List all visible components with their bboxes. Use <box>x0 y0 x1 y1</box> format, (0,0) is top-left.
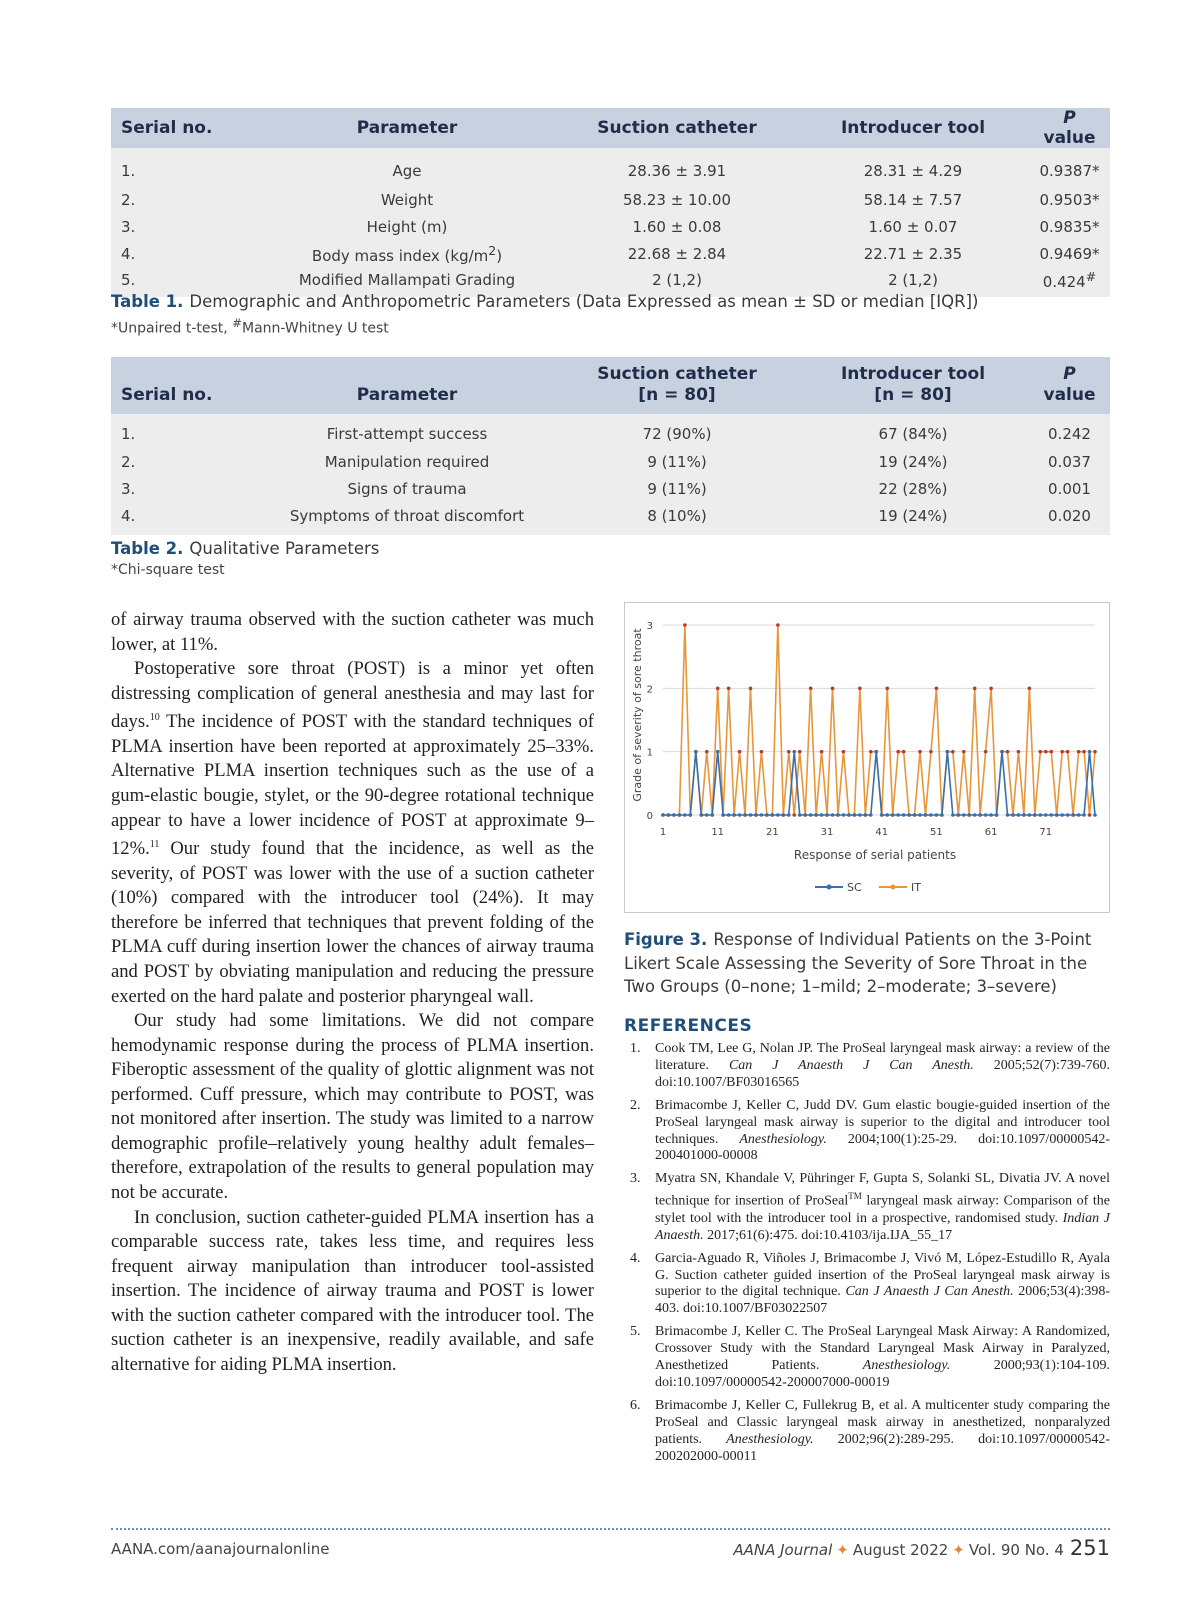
chart-x-tick-label: 11 <box>711 827 725 838</box>
page-number: 251 <box>1069 1536 1110 1560</box>
chart-point-sc <box>918 813 922 817</box>
reference-rest: 2000;93(1):104-109. doi:10.1097/00000542-200007000-00019 <box>655 1358 1110 1390</box>
table-1-header-row <box>111 108 1110 148</box>
chart-point-sc <box>907 813 911 817</box>
chart-x-tick-label: 31 <box>820 827 834 838</box>
reference-item <box>630 1251 1110 1319</box>
chart-point-it <box>918 750 922 754</box>
chart-y-ticks <box>647 621 653 822</box>
chart-point-sc <box>885 813 889 817</box>
chart-point-it <box>738 750 742 754</box>
chart-legend-label: SC <box>847 881 862 894</box>
chart-point-sc <box>683 813 687 817</box>
table-1-caption-text: Demographic and Anthropometric Parameters (Data Expressed as mean ± SD or median [IQR]) <box>189 292 979 311</box>
table-1-caption <box>111 292 978 311</box>
p-letter: P <box>1063 364 1076 384</box>
chart-point-sc <box>678 813 682 817</box>
chart-point-sc <box>891 813 895 817</box>
table-2-header-introducer <box>797 357 1029 414</box>
chart-point-it <box>962 750 966 754</box>
table-2-caption-text: Qualitative Parameters <box>189 539 380 558</box>
chart-point-sc <box>1077 813 1081 817</box>
table-row <box>111 475 1110 502</box>
table-1 <box>111 108 1110 297</box>
table-cell: 28.36 ± 3.91 <box>557 148 797 186</box>
table-cell: 3. <box>111 213 257 240</box>
chart-point-it <box>973 687 977 691</box>
table-cell: 2. <box>111 448 257 475</box>
chart-point-sc <box>787 813 791 817</box>
chart-x-tick-label: 1 <box>659 827 667 838</box>
chart-point-it <box>885 687 889 691</box>
chart-x-axis-label: Response of serial patients <box>793 848 957 862</box>
chart-point-sc <box>749 813 753 817</box>
table-2-header-parameter: Parameter <box>257 357 557 414</box>
chart-point-it <box>705 750 709 754</box>
chart-point-it <box>787 750 791 754</box>
references-list <box>630 1041 1110 1472</box>
chart-point-it <box>1006 750 1010 754</box>
chart-point-it <box>683 623 687 627</box>
introducer-header-line-1: Introducer tool <box>840 364 986 384</box>
chart-point-sc <box>1033 813 1037 817</box>
table-2-header-serial: Serial no. <box>111 357 257 414</box>
chart-point-it <box>989 687 993 691</box>
chart-point-sc <box>699 813 703 817</box>
reference-number: 3. <box>630 1171 641 1187</box>
chart-point-sc <box>689 813 693 817</box>
reference-journal: Anesthesiology. <box>726 1431 814 1447</box>
hash-superscript: # <box>1085 269 1097 284</box>
table-cell: 2 (1,2) <box>797 267 1029 297</box>
footnote-hash: # <box>232 316 242 330</box>
chart-point-sc <box>940 813 944 817</box>
chart-point-sc <box>847 813 851 817</box>
reference-tm: TM <box>848 1191 862 1202</box>
chart-point-sc <box>858 813 862 817</box>
table-row <box>111 414 1110 448</box>
table-cell: 1.60 ± 0.07 <box>797 213 1029 240</box>
table-cell: 72 (90%) <box>557 414 797 448</box>
table-cell: 9 (11%) <box>557 448 797 475</box>
chart-point-sc <box>765 813 769 817</box>
chart-point-sc <box>738 813 742 817</box>
chart-point-it <box>984 750 988 754</box>
table-cell <box>257 240 557 267</box>
chart-y-tick-label: 2 <box>646 684 653 696</box>
table-row <box>111 186 1110 213</box>
table-cell: 22.68 ± 2.84 <box>557 240 797 267</box>
chart-point-sc <box>1028 813 1032 817</box>
table-cell: 4. <box>111 240 257 267</box>
table-row <box>111 448 1110 475</box>
chart-point-sc <box>1022 813 1026 817</box>
reference-item <box>630 1098 1110 1166</box>
chart-point-sc <box>809 813 813 817</box>
chart-point-sc <box>667 813 671 817</box>
footer-journal-name: AANA Journal <box>733 1541 833 1559</box>
table-cell: 8 (10%) <box>557 502 797 535</box>
sore-throat-line-chart <box>625 603 1109 912</box>
table-cell: First-attempt success <box>257 414 557 448</box>
diamond-icon: ✦ <box>952 1541 965 1559</box>
chart-point-it <box>820 750 824 754</box>
references-heading: REFERENCES <box>624 1016 753 1036</box>
table-cell: 19 (24%) <box>797 502 1029 535</box>
chart-point-sc <box>672 813 676 817</box>
table-row <box>111 148 1110 186</box>
table-2 <box>111 357 1110 535</box>
table-2-caption-label: Table 2. <box>111 539 184 558</box>
introducer-header-line-2: [n = 80] <box>874 385 952 405</box>
chart-y-axis-label: Grade of severity of sore throat <box>631 628 644 802</box>
p2-part-b: The incidence of POST with the standard techniques of PLMA insertion have been reported at approximately 25–33%. Alternative PLMA insertion techniques such as the use of a gum-elastic bougie, stylet, or the 90-degree rotational technique appear to have a lower incidence of POST at approximate 9–12%. <box>111 711 594 860</box>
chart-point-it <box>869 750 873 754</box>
figure-3-caption <box>624 928 1104 999</box>
reference-rest: 2004;100(1):25-29. doi:10.1097/00000542-200401000-00008 <box>655 1131 1110 1164</box>
chart-point-sc <box>1049 813 1053 817</box>
chart-point-sc <box>732 813 736 817</box>
reference-text: Brimacombe J, Keller C, Judd DV. Gum elastic bougie-guided insertion of the ProSeal laryngeal mask airway is superior to the digital and introducer tool techniques. <box>655 1097 1110 1147</box>
reference-journal: Can J Anaesth J Can Anesth. <box>728 1057 974 1073</box>
chart-point-sc <box>896 813 900 817</box>
chart-point-it <box>1088 813 1092 817</box>
diamond-icon: ✦ <box>836 1541 849 1559</box>
reference-text: Brimacombe J, Keller C. The ProSeal Laryngeal Mask Airway: A Randomized, Crossover Study with the Standard Laryngeal Mask Airway in Paralyzed, Anesthetized Patients. <box>655 1324 1110 1374</box>
chart-point-sc <box>1000 750 1004 754</box>
table-cell: Symptoms of throat discomfort <box>257 502 557 535</box>
table-cell: 0.037 <box>1029 448 1110 475</box>
table-1-header-pvalue <box>1029 108 1110 148</box>
chart-x-tick-label: 61 <box>984 827 998 838</box>
chart-point-sc <box>984 813 988 817</box>
chart-y-tick-label: 0 <box>646 811 653 822</box>
table-2-caption <box>111 539 379 558</box>
chart-point-sc <box>1006 813 1010 817</box>
reference-journal: Anesthesiology. <box>862 1358 951 1374</box>
chart-point-sc <box>853 813 857 817</box>
chart-point-sc <box>951 813 955 817</box>
table-2-header-suction <box>557 357 797 414</box>
chart-x-tick-label: 51 <box>930 827 943 838</box>
chart-point-sc <box>929 813 933 817</box>
chart-x-tick-label: 41 <box>875 827 889 838</box>
chart-point-it <box>1039 750 1043 754</box>
chart-point-sc <box>754 813 758 817</box>
table-cell: 5. <box>111 267 257 297</box>
value-word: value <box>1043 385 1096 405</box>
suction-header-line-1: Suction catheter <box>597 364 757 384</box>
table-cell: 0.020 <box>1029 502 1110 535</box>
chart-point-sc <box>874 750 878 754</box>
table-cell: 58.23 ± 10.00 <box>557 186 797 213</box>
chart-point-sc <box>1082 813 1086 817</box>
chart-point-sc <box>869 813 873 817</box>
table-cell: 0.9387* <box>1029 148 1110 186</box>
chart-x-ticks <box>660 827 1052 838</box>
table-cell: Signs of trauma <box>257 475 557 502</box>
table-cell: Weight <box>257 186 557 213</box>
chart-point-sc <box>820 813 824 817</box>
table-1-header-serial: Serial no. <box>111 108 257 148</box>
table-cell: Height (m) <box>257 213 557 240</box>
chart-point-sc <box>710 813 714 817</box>
table-2-footnote: *Chi-square test <box>111 562 225 578</box>
chart-point-sc <box>1011 813 1015 817</box>
table-cell: 2 (1,2) <box>557 267 797 297</box>
footer-url: AANA.com/aanajournalonline <box>111 1540 330 1558</box>
table-1-header-suction: Suction catheter <box>557 108 797 148</box>
reference-journal: Anesthesiology. <box>739 1131 827 1147</box>
reference-text: Myatra SN, Khandale V, Pühringer F, Gupta S, Solanki SL, Divatia JV. A novel technique for insertion of ProSeal <box>655 1171 1110 1209</box>
chart-point-sc <box>727 813 731 817</box>
reference-number: 4. <box>630 1250 641 1266</box>
figure-3-caption-label: Figure 3. <box>624 930 708 949</box>
table-2-header-row <box>111 357 1110 414</box>
footer-divider <box>111 1528 1110 1530</box>
chart-point-sc <box>798 813 802 817</box>
table-cell: 58.14 ± 7.57 <box>797 186 1029 213</box>
chart-point-it <box>1028 687 1032 691</box>
table-cell: 1. <box>111 414 257 448</box>
chart-point-sc <box>1088 750 1092 754</box>
reference-item <box>630 1398 1110 1466</box>
table-cell: 1. <box>111 148 257 186</box>
reference-rest: 2006;53(4):398-403. doi:10.1007/BF03022507 <box>655 1284 1110 1317</box>
table-cell: 9 (11%) <box>557 475 797 502</box>
chart-point-it <box>1082 750 1086 754</box>
chart-point-it <box>716 687 720 691</box>
chart-point-it <box>902 750 906 754</box>
table-cell: Age <box>257 148 557 186</box>
chart-legend-marker <box>891 885 896 890</box>
table-cell: 0.9503* <box>1029 186 1110 213</box>
chart-point-sc <box>1055 813 1059 817</box>
chart-point-sc <box>995 813 999 817</box>
chart-point-sc <box>962 813 966 817</box>
table-cell: 3. <box>111 475 257 502</box>
reference-item <box>630 1324 1110 1392</box>
reference-number: 2. <box>630 1097 641 1113</box>
table-2-header-pvalue <box>1029 357 1110 414</box>
chart-point-sc <box>902 813 906 817</box>
chart-point-it <box>842 750 846 754</box>
table-cell: 0.242 <box>1029 414 1110 448</box>
reference-number: 5. <box>630 1324 641 1340</box>
chart-point-it <box>727 687 731 691</box>
chart-point-sc <box>825 813 829 817</box>
chart-point-it <box>809 687 813 691</box>
chart-point-it <box>798 750 802 754</box>
reference-text: Brimacombe J, Keller C, Fullekrug B, et al. A multicenter study comparing the ProSeal and Classic laryngeal mask airway in anesthetized, nonparalyzed patients. <box>655 1397 1110 1447</box>
chart-point-sc <box>956 813 960 817</box>
body-paragraph-3: Our study had some limitations. We did not compare hemodynamic response during the process of PLMA insertion. Fiberoptic assessment of the quality of glottic alignment was not performed. Cuff pressure, which may contribute to POST, was not monitored after insertion. The study was limited to a narrow demographic profile–relatively young healthy adult females–therefore, extrapolation of the results to general population may not be accurate. <box>111 1010 594 1203</box>
chart-point-it <box>1066 750 1070 754</box>
p2-part-c: Our study found that the incidence, as well as the severity, of POST was lower with the use of a suction catheter (10%) compared with the introducer tool (24%). It may therefore be inferred that techniques that prevent folding of the PLMA cuff during insertion lower the chances of airway trauma and POST by obviating manipulation and reducing the pressure exerted on the hard palate and posterior pharyngeal wall. <box>111 838 594 1007</box>
chart-x-tick-label: 21 <box>765 827 779 838</box>
chart-point-sc <box>694 750 698 754</box>
pvalue-text: 0.424 <box>1042 273 1086 291</box>
table-cell: Modified Mallampati Grading <box>257 267 557 297</box>
table-row <box>111 213 1110 240</box>
table-cell: 28.31 ± 4.29 <box>797 148 1029 186</box>
reference-rest: 2017;61(6):475. doi:10.4103/ija.IJA_55_17 <box>703 1227 953 1243</box>
chart-point-it <box>749 687 753 691</box>
chart-y-tick-label: 1 <box>646 747 653 759</box>
table-1-footnote <box>111 316 389 337</box>
chart-y-tick-label: 3 <box>646 621 653 632</box>
table-cell: 0.9469* <box>1029 240 1110 267</box>
reference-rest: 2002;96(2):289-295. doi:10.1097/00000542-200202000-00011 <box>655 1431 1110 1464</box>
footer-journal-info <box>733 1536 1110 1560</box>
p-letter: P <box>1063 108 1076 128</box>
bmi-superscript: 2 <box>488 242 497 258</box>
chart-point-it <box>1044 750 1048 754</box>
chart-point-sc <box>743 813 747 817</box>
chart-point-sc <box>716 750 720 754</box>
suction-header-line-2: [n = 80] <box>638 385 716 405</box>
chart-point-it <box>929 750 933 754</box>
chart-point-it <box>951 750 955 754</box>
table-cell: 19 (24%) <box>797 448 1029 475</box>
chart-point-sc <box>1044 813 1048 817</box>
chart-point-sc <box>946 750 950 754</box>
reference-journal: Indian J Anaesth. <box>655 1210 1111 1243</box>
chart-point-sc <box>776 813 780 817</box>
chart-point-sc <box>721 813 725 817</box>
table-1-caption-label: Table 1. <box>111 292 184 311</box>
chart-point-sc <box>1017 813 1021 817</box>
table-row <box>111 240 1110 267</box>
chart-point-sc <box>864 813 868 817</box>
chart-point-sc <box>1071 813 1075 817</box>
chart-point-sc <box>803 813 807 817</box>
chart-series-line-sc <box>663 752 1095 815</box>
chart-point-sc <box>705 813 709 817</box>
chart-point-sc <box>924 813 928 817</box>
reference-journal: Can J Anaesth J Can Anesth. <box>845 1284 1014 1300</box>
chart-point-sc <box>836 813 840 817</box>
table-cell: 67 (84%) <box>797 414 1029 448</box>
chart-legend <box>815 881 921 894</box>
reference-number: 1. <box>630 1041 641 1056</box>
chart-point-sc <box>1060 813 1064 817</box>
chart-point-it <box>831 687 835 691</box>
bmi-label: Body mass index (kg/m <box>311 246 489 265</box>
table-1-header-parameter: Parameter <box>257 108 557 148</box>
chart-point-sc <box>935 813 939 817</box>
body-paragraph-2 <box>111 657 594 1009</box>
table-1-header-introducer: Introducer tool <box>797 108 1029 148</box>
chart-point-sc <box>760 813 764 817</box>
chart-point-sc <box>978 813 982 817</box>
chart-point-sc <box>1066 813 1070 817</box>
bmi-close: ) <box>496 246 503 265</box>
citation-10: 10 <box>149 712 160 724</box>
chart-point-it <box>1060 750 1064 754</box>
chart-point-sc <box>661 813 665 817</box>
figure-3-chart <box>624 602 1110 913</box>
chart-point-sc <box>1039 813 1043 817</box>
chart-point-it <box>935 687 939 691</box>
table-cell: 22 (28%) <box>797 475 1029 502</box>
body-paragraph-1: of airway trauma observed with the suction catheter was much lower, at 11%. <box>111 609 594 655</box>
chart-point-sc <box>771 813 775 817</box>
chart-point-it <box>776 623 780 627</box>
citation-11: 11 <box>149 839 160 851</box>
chart-point-it <box>858 687 862 691</box>
chart-legend-marker <box>827 885 832 890</box>
footnote-part-b: Mann-Whitney U test <box>241 320 389 337</box>
chart-point-it <box>1017 750 1021 754</box>
chart-point-sc <box>913 813 917 817</box>
table-cell: 0.9835* <box>1029 213 1110 240</box>
chart-point-it <box>896 750 900 754</box>
chart-point-it <box>1093 750 1097 754</box>
chart-point-sc <box>989 813 993 817</box>
chart-point-sc <box>814 813 818 817</box>
body-text-column <box>111 608 594 1377</box>
value-word: value <box>1043 128 1096 148</box>
table-cell: 0.001 <box>1029 475 1110 502</box>
chart-point-sc <box>973 813 977 817</box>
table-row <box>111 502 1110 535</box>
chart-series <box>661 623 1097 817</box>
chart-point-it <box>792 813 796 817</box>
table-cell: 2. <box>111 186 257 213</box>
chart-point-it <box>1049 750 1053 754</box>
chart-point-sc <box>880 813 884 817</box>
reference-item <box>630 1171 1110 1244</box>
reference-rest: 2005;52(7):739-760. doi:10.1007/BF03016565 <box>655 1057 1110 1090</box>
chart-point-sc <box>831 813 835 817</box>
chart-x-tick-label: 71 <box>1039 827 1053 838</box>
chart-point-it <box>1077 750 1081 754</box>
footnote-part-a: *Unpaired t-test, <box>111 320 233 337</box>
reference-text: Cook TM, Lee G, Nolan JP. The ProSeal laryngeal mask airway: a review of the literature. <box>655 1041 1110 1073</box>
chart-point-sc <box>782 813 786 817</box>
table-cell <box>1029 267 1110 297</box>
reference-item <box>630 1041 1110 1092</box>
reference-text: Garcia-Aguado R, Viñoles J, Brimacombe J, Vivó M, López-Estudillo R, Ayala G. Suction catheter guided insertion of the ProSeal laryngeal mask airway is superior to the digital technique. <box>655 1250 1110 1300</box>
table-cell: 1.60 ± 0.08 <box>557 213 797 240</box>
table-cell: 4. <box>111 502 257 535</box>
table-cell: 22.71 ± 2.35 <box>797 240 1029 267</box>
chart-point-it <box>760 750 764 754</box>
p2-part-a: Postoperative sore throat (POST) is a minor yet often distressing complication of general anesthesia and may last for days. <box>111 658 594 733</box>
chart-point-sc <box>967 813 971 817</box>
figure-3-caption-text: Response of Individual Patients on the 3-Point Likert Scale Assessing the Severity of Sore Throat in the Two Groups (0–none; 1–mild; 2–moderate; 3–severe) <box>624 930 1092 996</box>
chart-point-sc <box>842 813 846 817</box>
body-paragraph-4: In conclusion, suction catheter-guided PLMA insertion has a comparable success rate, takes less time, and requires less frequent airway manipulation than introducer tool-assisted insertion. The incidence of airway trauma and POST is lower with the suction catheter compared with the introducer tool. The suction catheter is an inexpensive, readily available, and safe alternative for aiding PLMA insertion. <box>111 1206 594 1375</box>
footer-volume: Vol. 90 No. 4 <box>968 1541 1064 1559</box>
footer-date: August 2022 <box>852 1541 949 1559</box>
reference-text-2: laryngeal mask airway: Comparison of the stylet tool with the introducer tool in a prospective, randomised study. <box>655 1193 1111 1226</box>
chart-point-sc <box>1093 813 1097 817</box>
chart-point-sc <box>792 750 796 754</box>
chart-legend-label: IT <box>911 881 921 894</box>
table-cell: Manipulation required <box>257 448 557 475</box>
reference-number: 6. <box>630 1397 641 1413</box>
